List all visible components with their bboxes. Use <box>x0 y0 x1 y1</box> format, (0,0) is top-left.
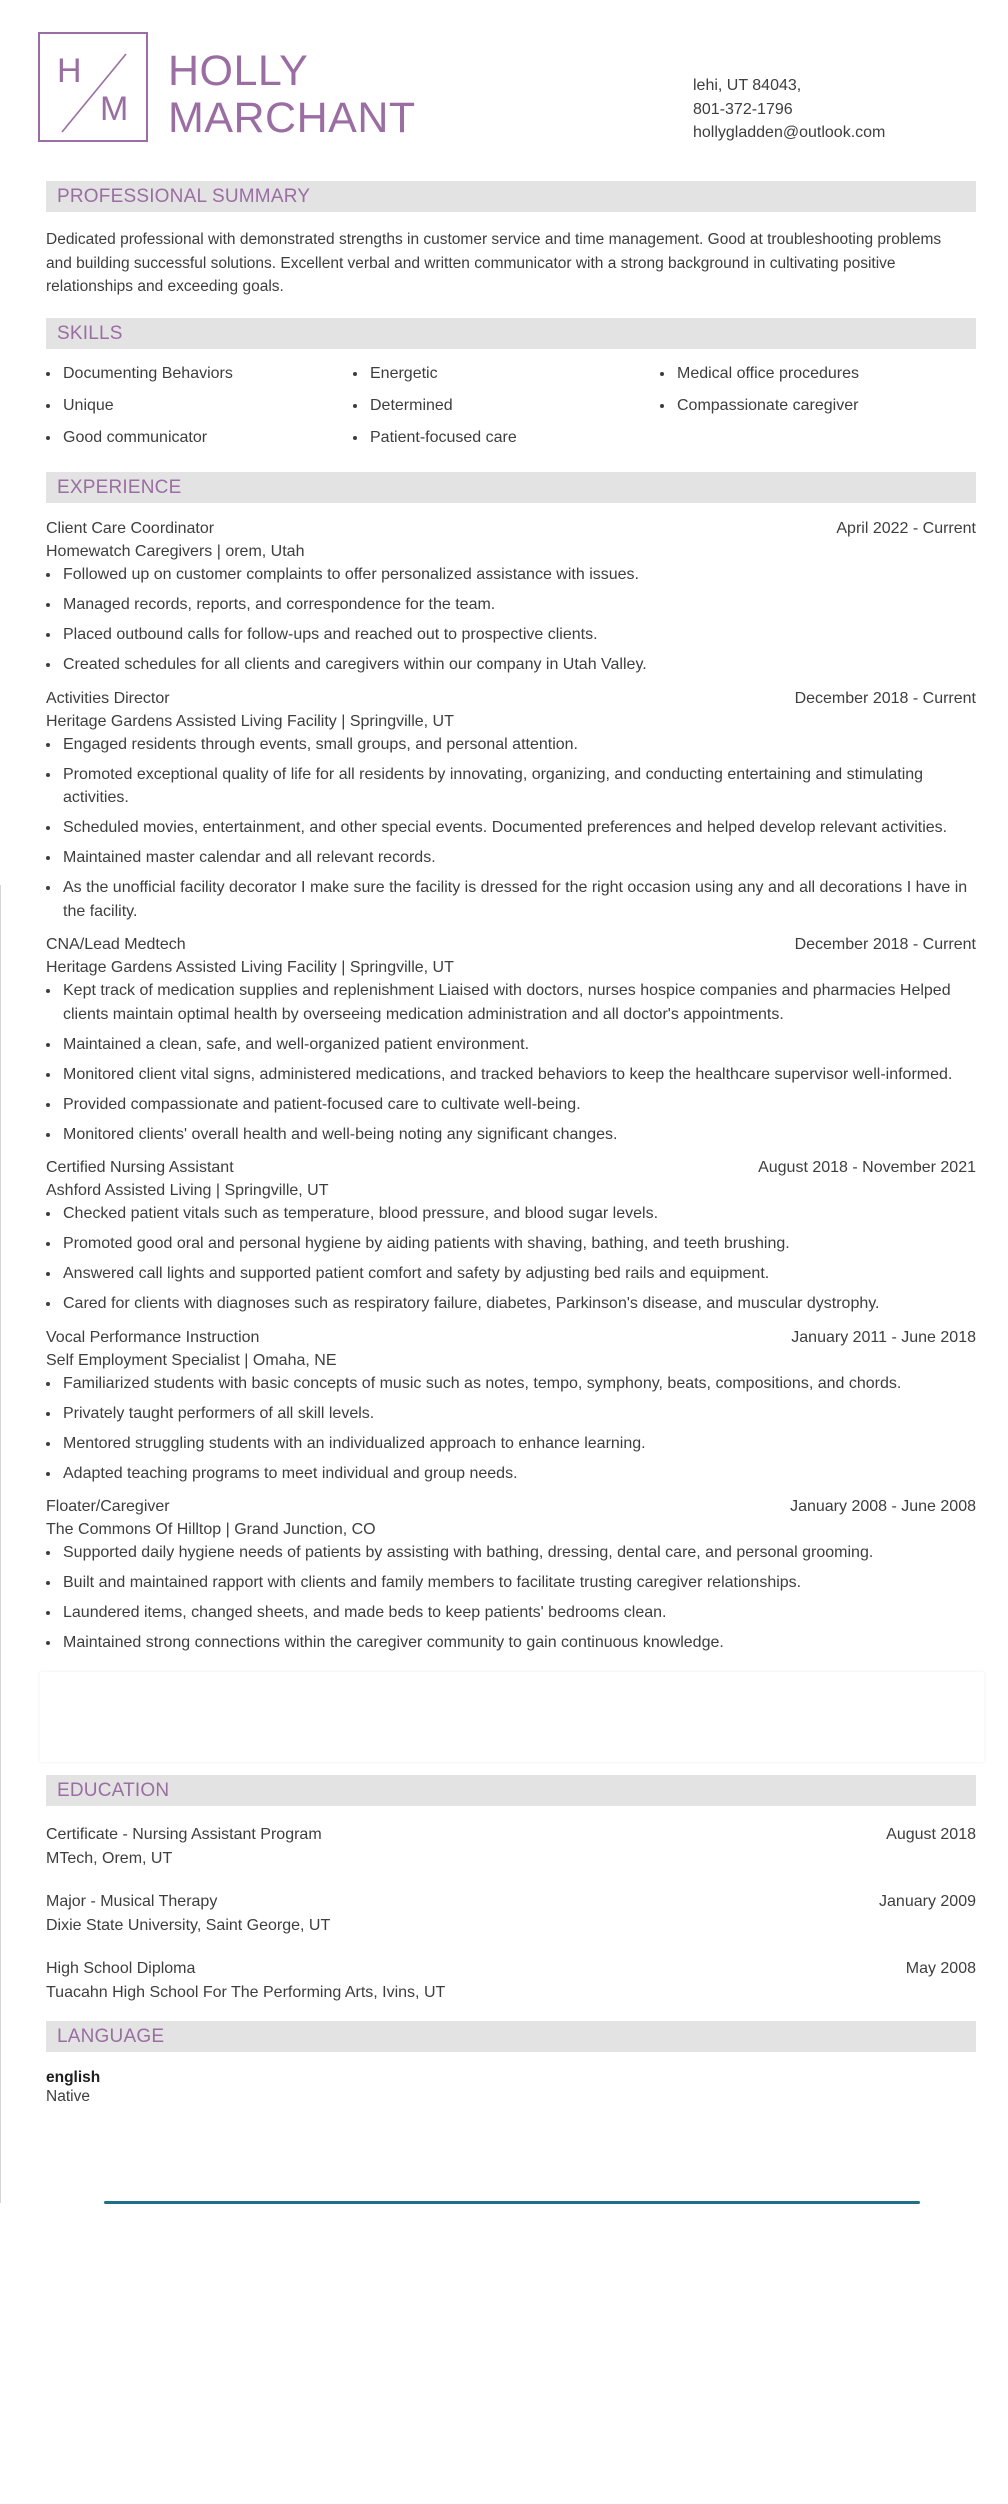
education-degree: Major - Musical Therapy <box>46 1893 218 1910</box>
job-entry <box>46 933 976 1146</box>
bullet-item: Adapted teaching programs to meet individual and group needs. <box>46 1462 976 1486</box>
education-entry <box>46 1823 976 1871</box>
skill-item: Determined <box>353 394 660 418</box>
job-entry <box>46 687 976 924</box>
bullet-item: Kept track of medication supplies and replenishment Liaised with doctors, nurses hospice companies and pharmacies Helped clients maintain optimal health by overseeing medication administration and all doctor's appointments. <box>46 979 976 1026</box>
bullet-item: Checked patient vitals such as temperature, blood pressure, and blood sugar levels. <box>46 1202 976 1226</box>
section-title: PROFESSIONAL SUMMARY <box>46 181 976 212</box>
skill-item: Medical office procedures <box>660 362 967 386</box>
bullet-item: Managed records, reports, and correspondence for the team. <box>46 593 976 617</box>
language-section <box>46 2021 976 2106</box>
job-entry <box>46 1156 976 1316</box>
phone[interactable]: 801-372-1796 <box>693 100 793 118</box>
job-title: Client Care Coordinator <box>46 520 215 537</box>
job-dates: January 2008 - June 2008 <box>790 1498 976 1515</box>
job-title: CNA/Lead Medtech <box>46 936 186 953</box>
experience-list <box>46 517 976 1655</box>
section-title: EDUCATION <box>46 1775 976 1806</box>
bullet-item: Engaged residents through events, small groups, and personal attention. <box>46 733 976 757</box>
job-company: Ashford Assisted Living | Springville, UT <box>46 1182 329 1199</box>
bullet-item: Supported daily hygiene needs of patients by assisting with bathing, dressing, dental care, and personal grooming. <box>46 1541 976 1565</box>
skill-item: Documenting Behaviors <box>46 362 353 386</box>
job-company: Homewatch Caregivers | orem, Utah <box>46 543 305 560</box>
bullet-item: Created schedules for all clients and caregivers within our company in Utah Valley. <box>46 653 976 677</box>
bullet-item: Familiarized students with basic concepts of music such as notes, tempo, symphony, beats, compositions, and chords. <box>46 1372 976 1396</box>
candidate-name <box>168 48 416 142</box>
education-school: Dixie State University, Saint George, UT <box>46 1917 331 1934</box>
job-bullets <box>46 733 976 924</box>
education-entry <box>46 1957 976 2005</box>
bullet-item: Provided compassionate and patient-focused care to cultivate well-being. <box>46 1093 976 1117</box>
bullet-item: Built and maintained rapport with clients and family members to facilitate trusting caregiver relationships. <box>46 1571 976 1595</box>
education-date: January 2009 <box>879 1893 976 1910</box>
bottom-accent-bar <box>104 2201 920 2204</box>
education-degree: High School Diploma <box>46 1960 196 1977</box>
job-title: Vocal Performance Instruction <box>46 1328 260 1346</box>
job-title: Floater/Caregiver <box>46 1498 170 1515</box>
bullet-item: Cared for clients with diagnoses such as respiratory failure, diabetes, Parkinson's disease, and muscular dystrophy. <box>46 1292 976 1316</box>
job-bullets <box>46 563 976 677</box>
bullet-item: Monitored client vital signs, administered medications, and tracked behaviors to keep the healthcare supervisor well-informed. <box>46 1063 976 1087</box>
bullet-item: Privately taught performers of all skill levels. <box>46 1402 976 1426</box>
contact-info <box>693 74 885 145</box>
skills-list <box>46 362 976 450</box>
job-title: Certified Nursing Assistant <box>46 1159 234 1176</box>
job-company: Heritage Gardens Assisted Living Facility | Springville, UT <box>46 712 454 730</box>
job-title: Activities Director <box>46 689 170 707</box>
education-date: May 2008 <box>905 1960 976 1977</box>
section-title: EXPERIENCE <box>46 472 976 503</box>
monogram-last-initial: M <box>100 90 129 128</box>
education-school: MTech, Orem, UT <box>46 1850 173 1867</box>
bullet-item: Laundered items, changed sheets, and made beds to keep patients' bedrooms clean. <box>46 1601 976 1625</box>
job-bullets <box>46 1541 976 1655</box>
job-company: Self Employment Specialist | Omaha, NE <box>46 1351 337 1369</box>
education-degree: Certificate - Nursing Assistant Program <box>46 1826 322 1843</box>
bullet-item: Placed outbound calls for follow-ups and reached out to prospective clients. <box>46 623 976 647</box>
email[interactable]: hollygladden@outlook.com <box>693 124 886 141</box>
skill-item: Unique <box>46 394 353 418</box>
job-bullets <box>46 979 976 1146</box>
bullet-item: Promoted exceptional quality of life for all residents by innovating, organizing, and conducting entertaining and stimulating activities. <box>46 763 976 810</box>
job-entry <box>46 1495 976 1655</box>
summary-section <box>46 181 976 299</box>
first-name: HOLLY <box>168 47 309 95</box>
bullet-item: Maintained master calendar and all relevant records. <box>46 846 976 870</box>
language-name: english <box>46 2069 101 2086</box>
job-dates: December 2018 - Current <box>794 936 976 953</box>
monogram-first-initial: H <box>57 52 82 90</box>
job-dates: January 2011 - June 2018 <box>791 1328 976 1346</box>
skill-item: Good communicator <box>46 426 353 450</box>
bullet-item: Promoted good oral and personal hygiene by aiding patients with shaving, bathing, and teeth brushing. <box>46 1232 976 1256</box>
bullet-item: Mentored struggling students with an individualized approach to enhance learning. <box>46 1432 976 1456</box>
bullet-item: Maintained a clean, safe, and well-organized patient environment. <box>46 1033 976 1057</box>
job-dates: December 2018 - Current <box>794 689 976 707</box>
summary-text: Dedicated professional with demonstrated strengths in customer service and time management. Good at troubleshooting problems and building successful solutions. Excellent verbal and written communicator with a strong background in cultivating positive relationships and exceeding goals. <box>46 231 942 295</box>
job-company: The Commons Of Hilltop | Grand Junction, CO <box>46 1521 376 1538</box>
bullet-item: Maintained strong connections within the caregiver community to gain continuous knowledge. <box>46 1631 976 1655</box>
skills-section <box>46 318 976 450</box>
experience-section <box>46 472 976 1661</box>
bullet-item: Followed up on customer complaints to offer personalized assistance with issues. <box>46 563 976 587</box>
bullet-item: Scheduled movies, entertainment, and other special events. Documented preferences and helped develop relevant activities. <box>46 816 976 840</box>
bullet-item: Answered call lights and supported patient comfort and safety by adjusting bed rails and equipment. <box>46 1262 976 1286</box>
section-title: SKILLS <box>46 318 976 349</box>
job-dates: August 2018 - November 2021 <box>758 1159 976 1176</box>
skill-item: Patient-focused care <box>353 426 660 450</box>
section-title: LANGUAGE <box>46 2021 976 2052</box>
page-edge-divider <box>0 885 1 2203</box>
education-section <box>46 1775 976 2005</box>
bullet-item: Monitored clients' overall health and well-being noting any significant changes. <box>46 1123 976 1147</box>
education-school: Tuacahn High School For The Performing Arts, Ivins, UT <box>46 1984 446 2001</box>
highlight-box <box>40 1672 984 1762</box>
language-level: Native <box>46 2088 90 2105</box>
skill-item: Energetic <box>353 362 660 386</box>
job-bullets <box>46 1372 976 1486</box>
job-entry <box>46 1326 976 1486</box>
education-entry <box>46 1890 976 1938</box>
last-name: MARCHANT <box>168 94 416 142</box>
monogram-logo <box>38 32 148 142</box>
education-date: August 2018 <box>886 1826 976 1843</box>
address: lehi, UT 84043, <box>693 77 802 94</box>
job-entry <box>46 517 976 677</box>
bullet-item: As the unofficial facility decorator I make sure the facility is dressed for the right occasion using any and all decorations I have in the facility. <box>46 876 976 923</box>
job-bullets <box>46 1202 976 1316</box>
job-dates: April 2022 - Current <box>836 520 976 537</box>
skill-item: Compassionate caregiver <box>660 394 967 418</box>
job-company: Heritage Gardens Assisted Living Facility | Springville, UT <box>46 959 454 976</box>
